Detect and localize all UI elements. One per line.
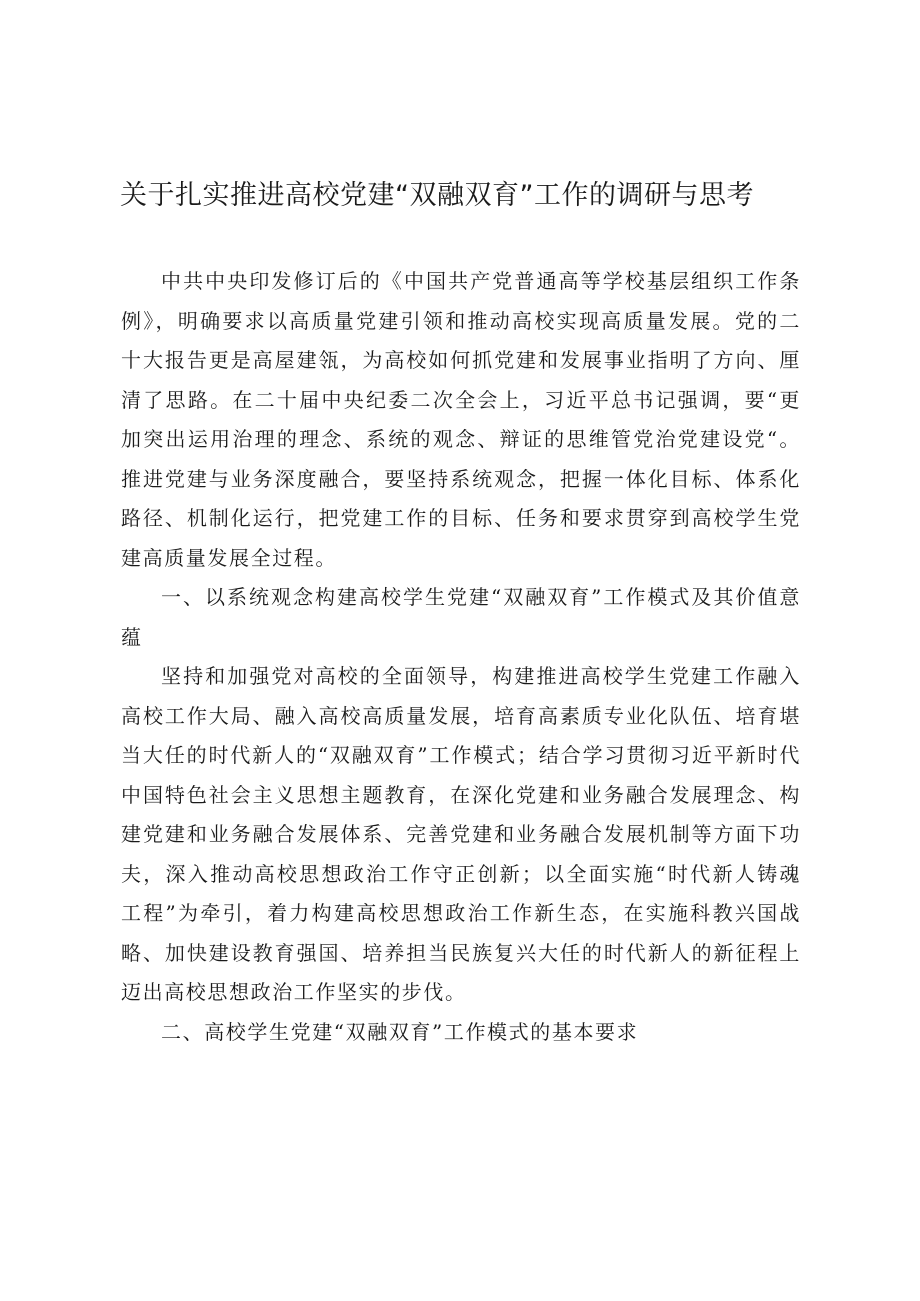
paragraph-section-1: 坚持和加强党对高校的全面领导，构建推进高校学生党建工作融入高校工作大局、融入高校高质量发展，培育高素质专业化队伍、培育堪当大任的时代新人的“双融双育”工作模式；结合学习贯彻习近平新时代中国特色社会主义思想主题教育，在深化党建和业务融合发展理念、构建党建和业务融合发展体系、完善党建和业务融合发展机制等方面下功夫，深入推动高校思想政治工作守正创新；以全面实施“时代新人铸魂工程”为牵引，着力构建高校思想政治工作新生态，在实施科教兴国战略、加快建设教育强国、培养担当民族复兴大任的时代新人的新征程上迈出高校思想政治工作坚实的步伐。 [121,664,801,1004]
section-heading-2: 二、高校学生党建“双融双育”工作模式的基本要求 [161,1019,639,1044]
paragraph-intro: 中共中央印发修订后的《中国共产党普通高等学校基层组织工作条例》，明确要求以高质量党建引领和推动高校实现高质量发展。党的二十大报告更是高屋建瓴，为高校如何抓党建和发展事业指明了方向、厘清了思路。在二十届中央纪委二次全会上，习近平总书记强调，要“更加突出运用治理的理念、系统的观念、辩证的思维管党治党建设党“。推进党建与业务深度融合，要坚持系统观念，把握一体化目标、体系化路径、机制化运行，把党建工作的目标、任务和要求贯穿到高校学生党建高质量发展全过程。 [121,269,801,570]
document-title: 关于扎实推进高校党建“双融双育”工作的调研与思考 [120,180,754,211]
document-body [121,262,801,1052]
section-heading-1: 一、以系统观念构建高校学生党建“双融双育”工作模式及其价值意蕴 [121,585,801,649]
